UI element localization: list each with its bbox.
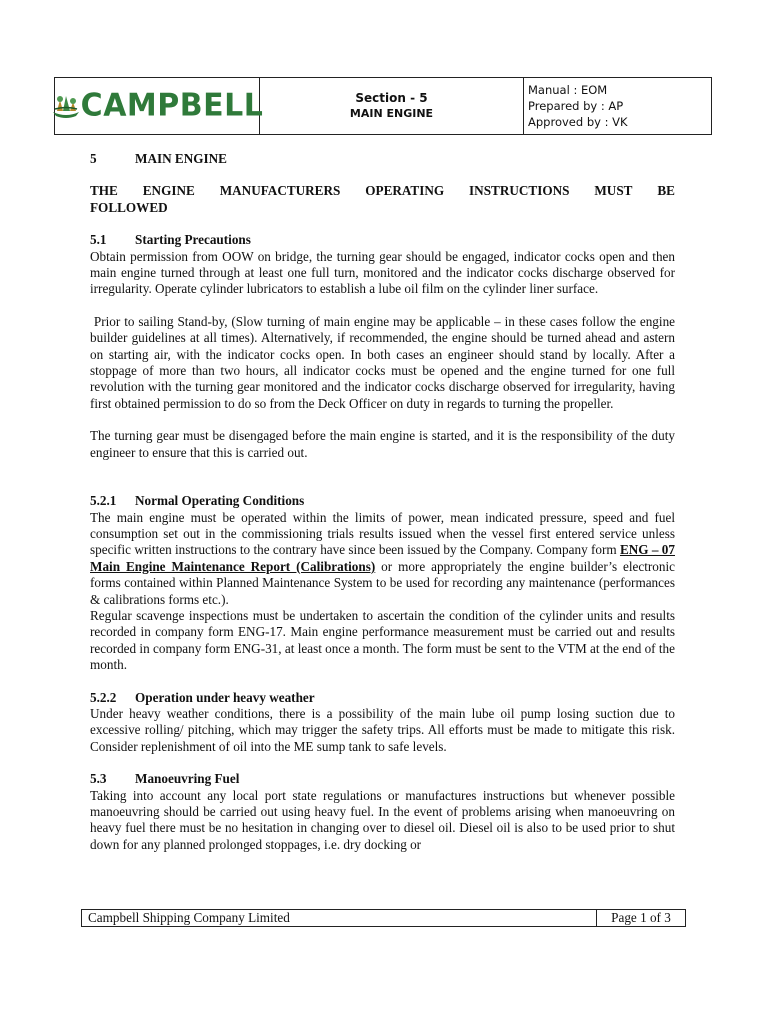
section-cell [260,78,524,134]
heading-5-3: 5.3 Manoeuvring Fuel [90,771,240,787]
section-number: Section - 5 [355,91,428,105]
ship-emblem-icon [51,92,81,120]
manual-label: Manual : EOM [528,83,608,97]
prepared-by-label: Prepared by : AP [528,99,624,113]
heading-5-2-2: 5.2.2 Operation under heavy weather [90,689,315,705]
heading-number: 5 [90,151,97,166]
page-number: Page 1 of 3 [611,910,671,925]
paragraph: Under heavy weather conditions, there is a possibility of the main lube oil pump losing suction due to excessive rolling/ pitching, which may trigger the safety trips. All efforts must be made to mitigate this risk. Consider replenishment of oil into the ME sump tank to safe levels. [90,705,675,754]
document-footer [81,909,686,927]
heading-title: MAIN ENGINE [135,151,227,166]
notice-line-2: FOLLOWED [90,199,168,215]
paragraph: The main engine must be operated within the limits of power, mean indicated pressure, speed and fuel consumption set out in the commissioning trials results issued when the vessel first entered service unless specific written instructions to the contrary have since been issued by the Company. Company form ENG – 07 Main Engine Maintenance Report (Calibrations) or more appropriately the engine builder’s electronic forms contained within Planned Maintenance System to be used for recording any maintenance (performances & calibrations forms etc.). [90,509,679,607]
paragraph: Obtain permission from OOW on bridge, the turning gear should be engaged, indicator cocks open and then main engine turned through at least one full turn, monitored and the indicator cocks discharge observed for irregularity. Operate cylinder lubricators to establish a lube oil film on the cylinder liner surface. [90,248,675,297]
heading-5 [90,151,675,167]
heading-5-2-1: 5.2.1 Normal Operating Conditions [90,493,305,509]
heading-5-1: 5.1 Starting Precautions [90,232,251,248]
notice-line-1: THE ENGINE MANUFACTURERS OPERATING INSTRUCTIONS MUST BE [90,183,675,199]
paragraph: Prior to sailing Stand-by, (Slow turning of main engine may be applicable – in these cases follow the engine builder guidelines at all times). Alternatively, if recommended, the engine should be turned ahead and astern on starting air, with the indicator cocks open. In both cases an engineer should stand by locally. After a stoppage of more than two hours, all indicator cocks must be opened and the engine turned for one full revolution with the turning gear monitored and the indicator cocks discharge observed for irregularity, having first obtained permission to do so from the Deck Officer on duty in regards to turning the propeller. [90,313,679,411]
document-header [54,77,712,135]
approved-by-label: Approved by : VK [528,115,628,129]
manufacturer-notice [90,183,675,216]
logo-wordmark: CAMPBELL [80,87,264,124]
paragraph: Taking into account any local port state regulations or manufactures instructions but whenever possible manoeuvring should be carried out using heavy fuel. In the event of problems arising when manoeuvring on heavy fuel there must be no hesitation in changing over to diesel oil. Diesel oil is also to be used prior to shut down for any planned prolonged stoppages, i.e. dry docking or [90,787,675,852]
footer-company: Campbell Shipping Company Limited [82,910,597,926]
manual-info-cell [524,78,711,134]
campbell-logo [51,87,264,124]
paragraph: The turning gear must be disengaged before the main engine is started, and it is the responsibility of the duty engineer to ensure that this is carried out. [90,428,675,460]
logo-cell [55,78,264,134]
section-title: MAIN ENGINE [349,107,434,120]
paragraph: Regular scavenge inspections must be undertaken to ascertain the condition of the cylinder units and results recorded in company form ENG-17. Main engine performance measurement must be carried out and results recorded in company form ENG-31, at least once a month. The form must be sent to the VTM at the end of the month. [90,607,675,673]
form-reference-link: ENG – 07 Main Engine Maintenance Report (Calibrations) [90,542,675,574]
document-body [90,151,679,853]
